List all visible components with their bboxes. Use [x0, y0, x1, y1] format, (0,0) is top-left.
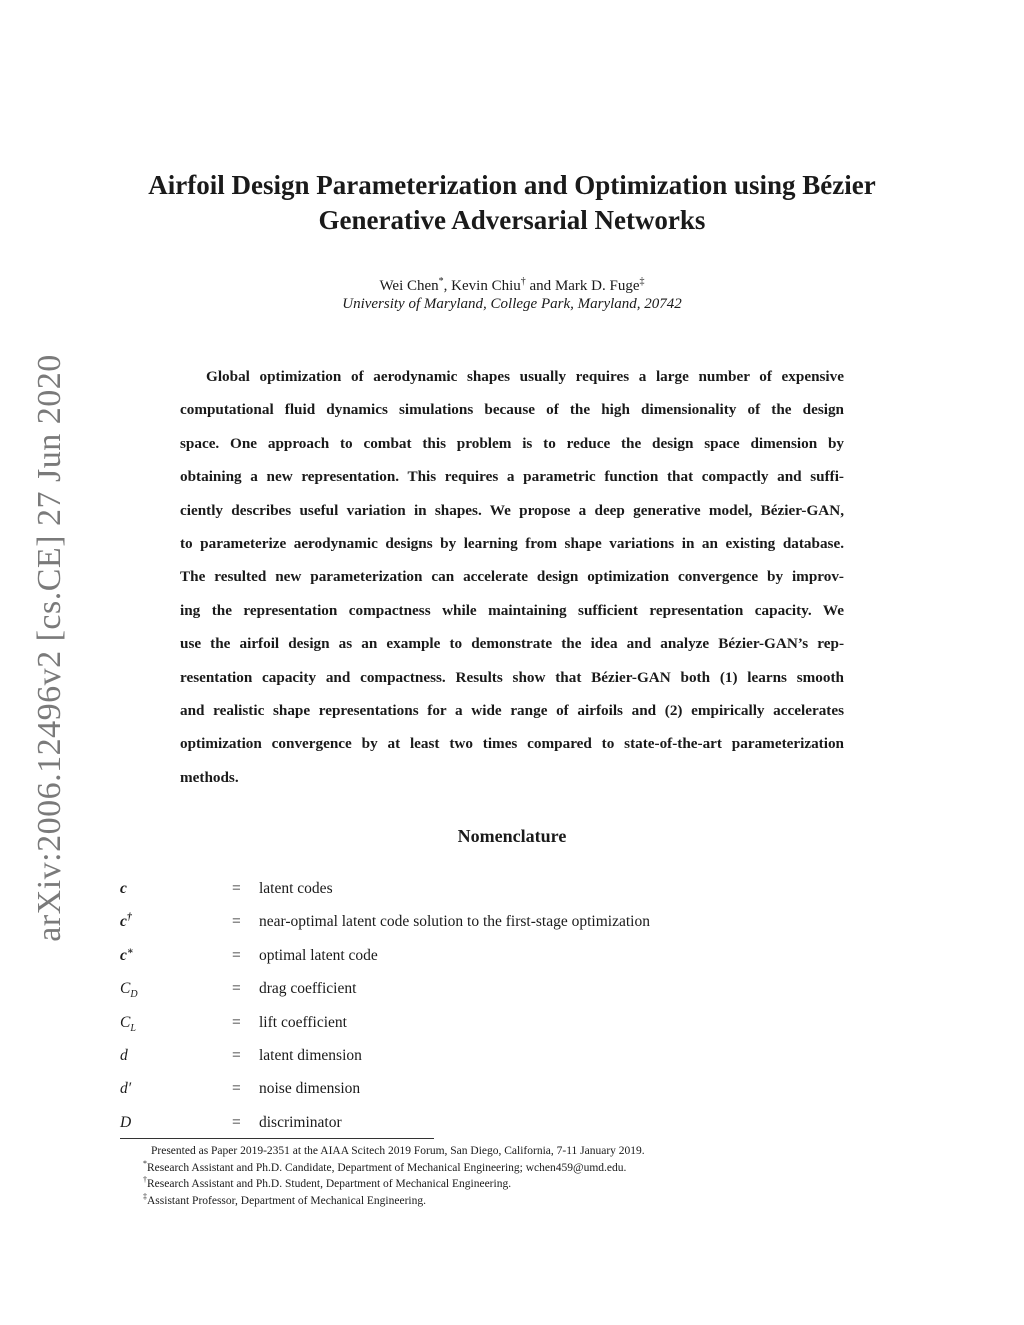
nomenclature-row — [0, 1078, 1024, 1111]
abstract-line: space. One approach to combat this problem is to reduce the design space dimension by — [180, 434, 844, 452]
abstract-line: The resulted new parameterization can accelerate design optimization convergence by improv- — [180, 568, 844, 586]
abstract-line: ciently describes useful variation in shapes. We propose a deep generative model, Bézier-GAN, — [180, 501, 844, 519]
equals-sign: = — [232, 1080, 241, 1098]
author-separator: , — [443, 278, 452, 294]
title-line: Airfoil Design Parameterization and Optimization using Bézier — [148, 170, 876, 200]
equals-sign: = — [232, 1013, 241, 1031]
nomenclature-row — [0, 1045, 1024, 1078]
author-footnote-mark: * — [438, 276, 444, 287]
title-line: Generative Adversarial Networks — [318, 205, 706, 235]
equals-sign: = — [232, 946, 241, 964]
abstract-line: ing the representation compactness while maintaining sufficient representation capacity. We — [180, 601, 844, 619]
author-name: Kevin Chiu — [451, 278, 521, 294]
footnote: *Research Assistant and Ph.D. Candidate, Department of Mechanical Engineering; wchen459@umd.edu. — [143, 1158, 627, 1174]
footnote: ‡Assistant Professor, Department of Mechanical Engineering. — [143, 1191, 426, 1207]
footnote: Presented as Paper 2019-2351 at the AIAA Scitech 2019 Forum, San Diego, California, 7-11 January 2019. — [151, 1145, 645, 1157]
nomenclature-definition: near-optimal latent code solution to the first-stage optimization — [259, 913, 650, 931]
abstract — [180, 366, 844, 800]
symbol-superscript: ∗ — [126, 945, 134, 957]
abstract-line: Global optimization of aerodynamic shapes usually requires a large number of expensive — [206, 368, 844, 385]
nomenclature-row — [0, 945, 1024, 978]
nomenclature-symbol: c† — [120, 912, 132, 931]
footnotes — [143, 1143, 903, 1209]
author-footnote-mark: ‡ — [639, 276, 645, 287]
paper-title — [100, 168, 924, 238]
abstract-line: resentation capacity and compactness. Results show that Bézier-GAN both (1) learns smooth — [180, 668, 844, 686]
author-separator: and — [525, 278, 555, 294]
nomenclature-row — [0, 1012, 1024, 1045]
footnote-mark: ‡ — [143, 1191, 147, 1201]
affiliation: University of Maryland, College Park, Maryland, 20742 — [342, 296, 682, 312]
nomenclature-definition: noise dimension — [259, 1080, 361, 1098]
author-list — [100, 276, 924, 296]
abstract-line: use the airfoil design as an example to demonstrate the idea and analyze Bézier-GAN’s rep- — [180, 635, 844, 653]
footnote-mark: † — [143, 1175, 147, 1185]
equals-sign: = — [232, 880, 241, 897]
nomenclature-symbol: $C_D$ — [120, 980, 138, 1001]
footnote-mark: * — [143, 1158, 147, 1168]
nomenclature-list — [0, 878, 1024, 1145]
nomenclature-definition: discriminator — [259, 1113, 342, 1131]
abstract-line: methods. — [180, 768, 239, 786]
abstract-line: computational fluid dynamics simulations because of the high dimensionality of the design — [180, 401, 844, 419]
nomenclature-row — [0, 978, 1024, 1011]
nomenclature-definition: optimal latent code — [259, 946, 378, 964]
nomenclature-symbol: c — [120, 880, 127, 897]
nomenclature-row — [0, 1112, 1024, 1145]
abstract-line: optimization convergence by at least two times compared to state-of-the-art parameterization — [180, 735, 844, 753]
abstract-line: obtaining a new representation. This requires a parametric function that compactly and suffi- — [180, 468, 844, 486]
nomenclature-heading: Nomenclature — [457, 826, 567, 846]
equals-sign: = — [232, 913, 241, 931]
nomenclature-row — [0, 878, 1024, 911]
symbol-subscript: L — [130, 1022, 136, 1034]
footnote: †Research Assistant and Ph.D. Student, Department of Mechanical Engineering. — [143, 1175, 512, 1190]
nomenclature-symbol: $C_L$ — [120, 1013, 136, 1034]
nomenclature-definition: drag coefficient — [259, 980, 357, 998]
abstract-line: to parameterize aerodynamic designs by learning from shape variations in an existing database. — [180, 534, 844, 552]
arxiv-identifier: arXiv:2006.12496v2 [cs.CE] 27 Jun 2020 — [31, 354, 68, 942]
nomenclature-definition: latent codes — [259, 880, 333, 897]
nomenclature-definition: lift coefficient — [259, 1013, 347, 1031]
nomenclature-definition: latent dimension — [259, 1046, 362, 1064]
nomenclature-symbol: c∗ — [120, 945, 134, 964]
nomenclature-symbol: d — [120, 1046, 128, 1064]
nomenclature-row — [0, 911, 1024, 944]
author-footnote-mark: † — [520, 276, 526, 287]
author-name: Wei Chen — [379, 278, 439, 294]
equals-sign: = — [232, 1113, 241, 1131]
footnote-rule — [120, 1138, 434, 1139]
nomenclature-symbol: D — [120, 1113, 132, 1131]
nomenclature-symbol: d′ — [120, 1080, 132, 1098]
author-name: Mark D. Fuge — [554, 278, 640, 294]
abstract-line: and realistic shape representations for a wide range of airfoils and (2) empirically accelerates — [180, 701, 844, 719]
equals-sign: = — [232, 1046, 241, 1064]
symbol-superscript: † — [126, 912, 132, 924]
symbol-subscript: D — [130, 989, 138, 1001]
equals-sign: = — [232, 980, 241, 998]
